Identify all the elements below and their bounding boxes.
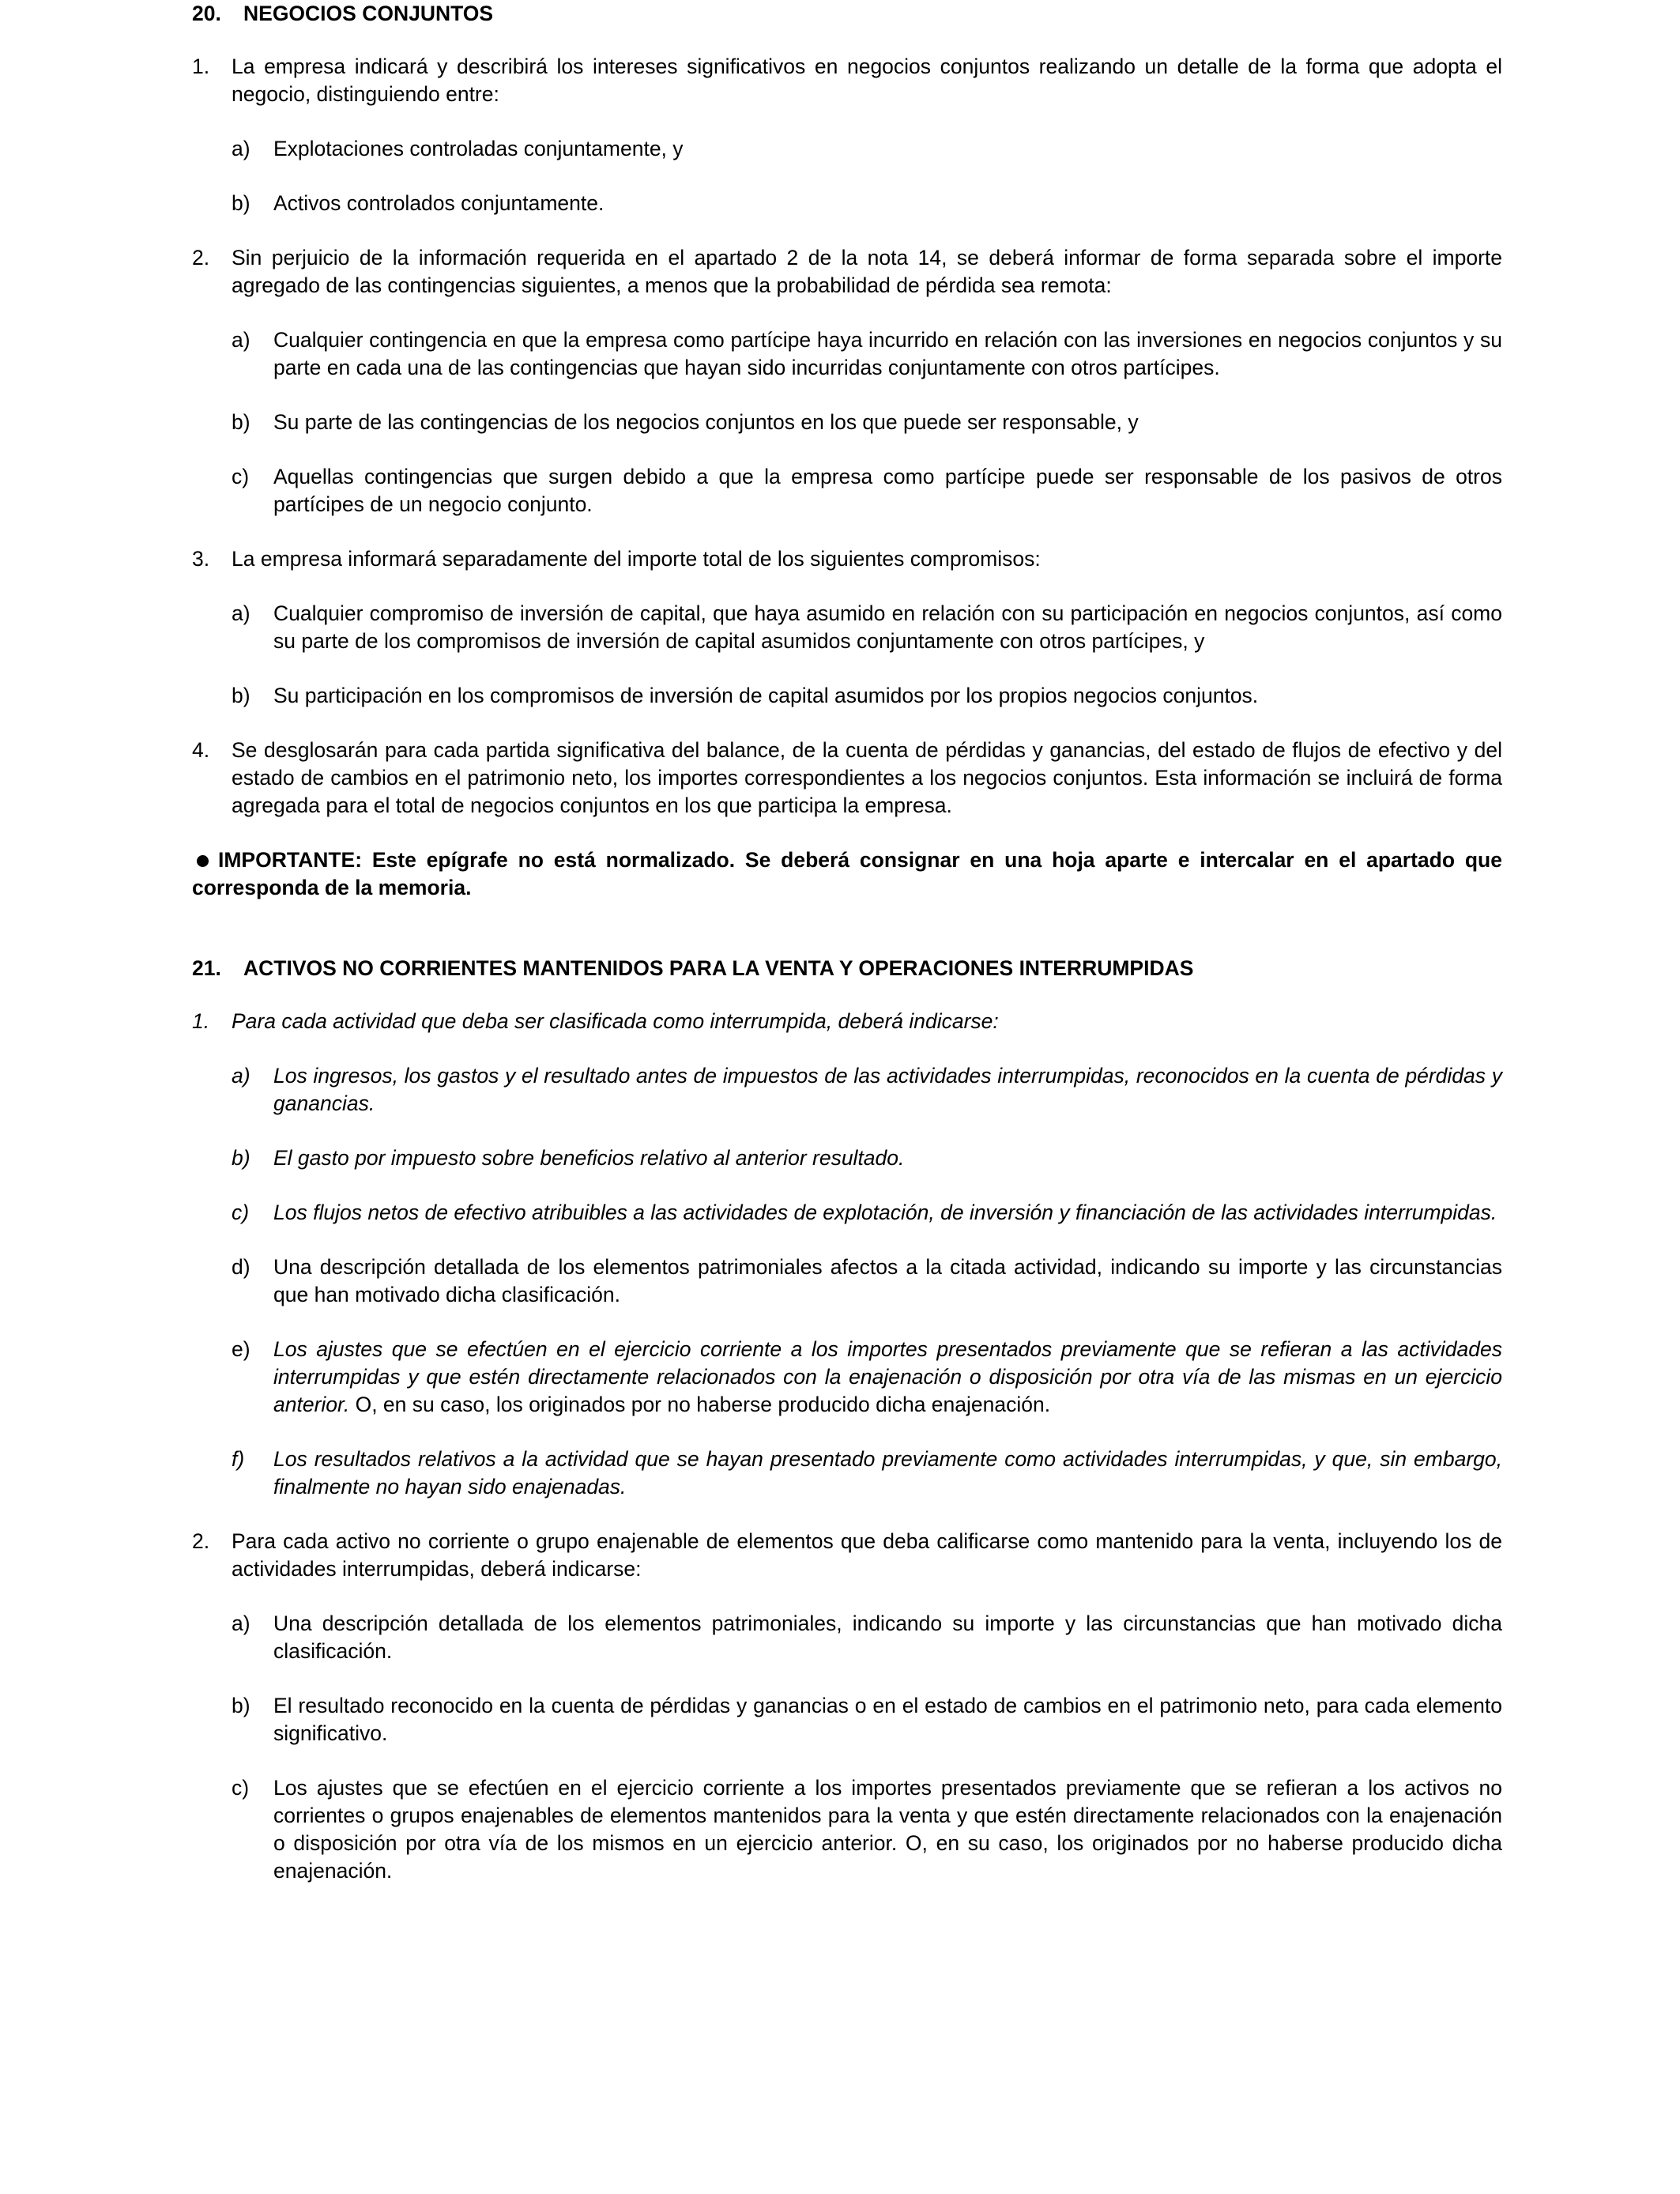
- sub-label: c): [232, 465, 250, 488]
- sub-item: [232, 1199, 1502, 1227]
- sub-text: Los flujos netos de efectivo atribuibles a las actividades de explotación, de inversión y financiación de las actividades interrumpidas.: [273, 1201, 1497, 1224]
- important-note: [192, 846, 1502, 902]
- sub-label: b): [232, 1694, 250, 1717]
- section-title-text: ACTIVOS NO CORRIENTES MANTENIDOS PARA LA VENTA Y OPERACIONES INTERRUMPIDAS: [243, 956, 1194, 980]
- item-number: 4.: [192, 738, 210, 762]
- sub-text: Una descripción detallada de los elementos patrimoniales afectos a la citada actividad, indicando su importe y las circunstancias que han motivado dicha clasificación.: [273, 1255, 1502, 1306]
- sub-label: b): [232, 191, 250, 215]
- sub-item: [232, 1144, 1502, 1172]
- section-title-text: NEGOCIOS CONJUNTOS: [243, 2, 494, 25]
- item-number: 2.: [192, 246, 210, 270]
- sub-item: [232, 409, 1502, 436]
- sub-text: Cualquier compromiso de inversión de capital, que haya asumido en relación con su participación en negocios conjuntos, así como su parte de los compromisos de inversión de capital asumidos conjuntamente con otros partícipes, y: [273, 601, 1502, 653]
- important-text: IMPORTANTE: Este epígrafe no está normalizado. Se deberá consignar en una hoja aparte e intercalar en el apartado que corresponda de la memoria.: [192, 848, 1502, 899]
- sub-label: c): [232, 1776, 250, 1800]
- item-text: La empresa informará separadamente del importe total de los siguientes compromisos:: [232, 547, 1041, 571]
- bullet-icon: [197, 855, 209, 867]
- sub-text: Su participación en los compromisos de inversión de capital asumidos por los propios negocios conjuntos.: [273, 684, 1259, 707]
- sub-label: b): [232, 684, 250, 707]
- sub-text: Cualquier contingencia en que la empresa como partícipe haya incurrido en relación con las inversiones en negocios conjuntos y su parte en cada una de las contingencias que hayan sido incurridas conjuntamente con otros partícipes.: [273, 328, 1502, 379]
- document-page: [192, 0, 1502, 1885]
- sub-text: Aquellas contingencias que surgen debido a que la empresa como partícipe puede ser responsable de los pasivos de otros partícipes de un negocio conjunto.: [273, 465, 1502, 516]
- sub-item: [232, 1062, 1502, 1118]
- list-item: [192, 1528, 1502, 1583]
- item-number: 3.: [192, 547, 210, 571]
- sub-item: [232, 600, 1502, 655]
- section-20-title: [192, 0, 1502, 28]
- sub-label: d): [232, 1255, 250, 1279]
- sub-label: b): [232, 1146, 250, 1170]
- list-item: [192, 737, 1502, 820]
- section-number: 21.: [192, 956, 221, 980]
- sub-label: c): [232, 1201, 250, 1224]
- item-text: La empresa indicará y describirá los intereses significativos en negocios conjuntos realizando un detalle de la forma que adopta el negocio, distinguiendo entre:: [232, 55, 1502, 106]
- sub-text: Activos controlados conjuntamente.: [273, 191, 605, 215]
- sub-item: [232, 326, 1502, 382]
- sub-item: [232, 135, 1502, 163]
- sub-text: Su parte de las contingencias de los negocios conjuntos en los que puede ser responsable, y: [273, 410, 1139, 434]
- list-item: [192, 1008, 1502, 1035]
- sub-item: [232, 1610, 1502, 1665]
- section-21-title: [192, 955, 1502, 982]
- sub-item: [232, 463, 1502, 518]
- list-item: [192, 244, 1502, 300]
- sub-text: Explotaciones controladas conjuntamente, y: [273, 137, 684, 160]
- sub-text: Los ingresos, los gastos y el resultado antes de impuestos de las actividades interrumpidas, reconocidos en la cuenta de pérdidas y ganancias.: [273, 1064, 1502, 1115]
- sub-text: Los resultados relativos a la actividad que se hayan presentado previamente como actividades interrumpidas, y que, sin embargo, finalmente no hayan sido enajenadas.: [273, 1447, 1502, 1498]
- item-number: 1.: [192, 55, 210, 78]
- sub-item: [232, 190, 1502, 217]
- sub-label: a): [232, 137, 250, 160]
- sub-label: b): [232, 410, 250, 434]
- sub-text: Los ajustes que se efectúen en el ejercicio corriente a los importes presentados previamente que se refieran a los activos no corrientes o grupos enajenables de elementos mantenidos para la venta y que estén directamente relacionados con la enajenación o disposición por otra vía de los mismos en un ejercicio anterior. O, en su caso, los originados por no haberse producido dicha enajenación.: [273, 1776, 1502, 1883]
- item-number: 2.: [192, 1529, 210, 1553]
- section-number: 20.: [192, 2, 221, 25]
- sub-text: [273, 1336, 1502, 1419]
- sub-item: [232, 1253, 1502, 1309]
- sub-item: [232, 1446, 1502, 1501]
- sub-item: [232, 682, 1502, 710]
- sub-label: a): [232, 1612, 250, 1635]
- sub-label: e): [232, 1337, 250, 1361]
- sub-item: [232, 1774, 1502, 1885]
- sub-text-italic: Los ajustes que se efectúen en el ejercicio corriente a los importes presentados previamente que se refieran a las actividades interrumpidas y que estén directamente relacionados con la enajenación o disposición por otra vía de las mismas en un ejercicio anterior.: [273, 1337, 1502, 1416]
- item-number: 1.: [192, 1009, 210, 1033]
- sub-text: El resultado reconocido en la cuenta de pérdidas y ganancias o en el estado de cambios en el patrimonio neto, para cada elemento significativo.: [273, 1694, 1502, 1745]
- sub-text: Una descripción detallada de los elementos patrimoniales, indicando su importe y las circunstancias que han motivado dicha clasificación.: [273, 1612, 1502, 1663]
- list-item: [192, 53, 1502, 108]
- sub-label: a): [232, 328, 250, 352]
- sub-label: f): [232, 1447, 245, 1471]
- sub-item: [232, 1692, 1502, 1747]
- item-text: Se desglosarán para cada partida significativa del balance, de la cuenta de pérdidas y ganancias, del estado de flujos de efectivo y del estado de cambios en el patrimonio neto, los importes correspondientes a los negocios conjuntos. Esta información se incluirá de forma agregada para el total de negocios conjuntos en los que participa la empresa.: [232, 738, 1502, 817]
- list-item: [192, 545, 1502, 573]
- item-text: Sin perjuicio de la información requerida en el apartado 2 de la nota 14, se deberá informar de forma separada sobre el importe agregado de las contingencias siguientes, a menos que la probabilidad de pérdida sea remota:: [232, 246, 1502, 297]
- item-text: Para cada actividad que deba ser clasificada como interrumpida, deberá indicarse:: [232, 1009, 999, 1033]
- sub-text-normal: O, en su caso, los originados por no haberse producido dicha enajenación.: [349, 1393, 1051, 1416]
- sub-text: El gasto por impuesto sobre beneficios relativo al anterior resultado.: [273, 1146, 905, 1170]
- sub-label: a): [232, 601, 250, 625]
- item-text: Para cada activo no corriente o grupo enajenable de elementos que deba calificarse como mantenido para la venta, incluyendo los de actividades interrumpidas, deberá indicarse:: [232, 1529, 1502, 1581]
- sub-label: a): [232, 1064, 250, 1088]
- sub-item: [232, 1336, 1502, 1419]
